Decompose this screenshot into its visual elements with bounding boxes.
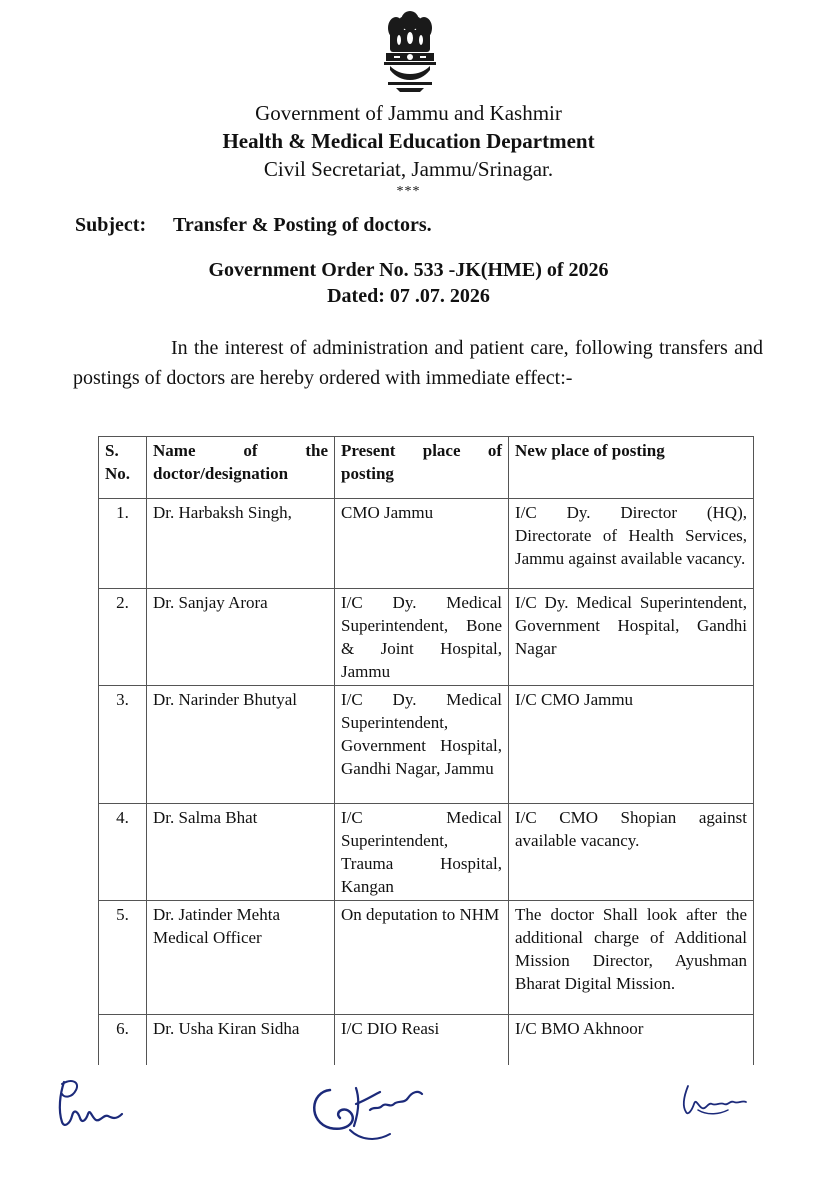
signature-left — [50, 1072, 140, 1132]
row-name: Dr. Usha Kiran Sidha — [147, 1015, 335, 1066]
column-header-name: Name of the doctor/designation — [147, 437, 335, 499]
column-header-present-posting: Present place of posting — [335, 437, 509, 499]
department-name: Health & Medical Education Department — [222, 129, 595, 153]
row-new-posting: I/C BMO Akhnoor — [509, 1015, 754, 1066]
table-row — [99, 499, 754, 589]
header-separator: *** — [396, 184, 421, 199]
row-new-posting: I/C CMO Jammu — [509, 686, 754, 804]
row-sno: 5. — [99, 901, 147, 1015]
row-present-posting: I/C Dy. Medical Superintendent, Government Hospital, Gandhi Nagar, Jammu — [335, 686, 509, 804]
row-present-posting: I/C Medical Superintendent, Trauma Hospital, Kangan — [335, 804, 509, 901]
row-new-posting: I/C Dy. Medical Superintendent, Government Hospital, Gandhi Nagar — [509, 589, 754, 686]
row-name: Dr. Salma Bhat — [147, 804, 335, 901]
order-number: Government Order No. 533 -JK(HME) of 2026 — [208, 259, 609, 281]
row-present-posting: CMO Jammu — [335, 499, 509, 589]
column-header-new-posting: New place of posting — [509, 437, 754, 499]
row-present-posting: On deputation to NHM — [335, 901, 509, 1015]
government-name: Government of Jammu and Kashmir — [255, 101, 562, 125]
table-header-row — [99, 437, 754, 499]
subject-line — [75, 214, 432, 237]
table-row — [99, 589, 754, 686]
table-row — [99, 804, 754, 901]
intro-paragraph: In the interest of administration and patient care, following transfers and postings of doctors are hereby ordered with immediate effect:- — [73, 337, 763, 389]
row-new-posting: I/C CMO Shopian against available vacancy. — [509, 804, 754, 901]
row-sno: 4. — [99, 804, 147, 901]
row-name: Dr. Narinder Bhutyal — [147, 686, 335, 804]
table-row — [99, 1015, 754, 1066]
row-sno: 1. — [99, 499, 147, 589]
row-present-posting: I/C Dy. Medical Superintendent, Bone & Joint Hospital, Jammu — [335, 589, 509, 686]
row-new-posting: I/C Dy. Director (HQ), Directorate of Health Services, Jammu against available vacancy. — [509, 499, 754, 589]
transfer-table — [98, 436, 754, 1065]
signature-right — [658, 1080, 768, 1120]
row-name: Dr. Sanjay Arora — [147, 589, 335, 686]
secretariat-address: Civil Secretariat, Jammu/Srinagar. — [263, 157, 554, 181]
row-sno: 6. — [99, 1015, 147, 1066]
column-header-sno: S. No. — [99, 437, 147, 499]
order-date: Dated: 07 .07. 2026 — [327, 285, 490, 307]
row-sno: 2. — [99, 589, 147, 686]
row-name: Dr. Jatinder Mehta Medical Officer — [147, 901, 335, 1015]
subject-label: Subject: — [75, 214, 147, 236]
state-emblem-icon — [378, 8, 442, 96]
table-row — [99, 901, 754, 1015]
row-new-posting: The doctor Shall look after the additional charge of Additional Mission Director, Ayushman Bharat Digital Mission. — [509, 901, 754, 1015]
row-sno: 3. — [99, 686, 147, 804]
row-present-posting: I/C DIO Reasi — [335, 1015, 509, 1066]
subject-text: Transfer & Posting of doctors. — [173, 214, 432, 236]
signature-center — [300, 1070, 450, 1150]
row-name: Dr. Harbaksh Singh, — [147, 499, 335, 589]
table-row — [99, 686, 754, 804]
